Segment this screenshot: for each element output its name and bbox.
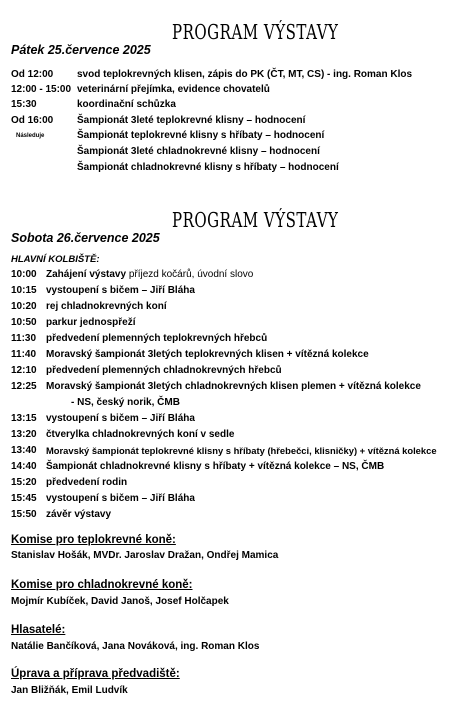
saturday-item-continuation: - NS, český norik, ČMB (71, 397, 180, 408)
saturday-item: Moravský šampionát 3letých chladnokrevných klisen plemen + vítězná kolekce (46, 381, 421, 392)
arena-prep-names: Jan Bližňák, Emil Ludvík (11, 685, 128, 696)
saturday-item-main: Zahájení výstavy (46, 269, 127, 280)
saturday-time: 15:45 (11, 493, 37, 504)
saturday-time: 10:50 (11, 317, 37, 328)
committee-coldblood-names: Mojmír Kubíček, David Janoš, Josef Holčapek (11, 596, 229, 607)
friday-item: Šampionát 3leté chladnokrevné klisny – hodnocení (77, 146, 320, 157)
friday-time: Od 16:00 (11, 115, 54, 126)
saturday-item: rej chladnokrevných koní (46, 301, 167, 312)
committee-coldblood-heading: Komise pro chladnokrevné koně: (11, 579, 193, 591)
saturday-time: 12:10 (11, 365, 37, 376)
friday-time: Od 12:00 (11, 69, 54, 80)
saturday-item: parkur jednospřeží (46, 317, 136, 328)
committee-warmblood-names: Stanislav Hošák, MVDr. Jaroslav Dražan, Ondřej Mamica (11, 550, 279, 561)
main-arena-heading: HLAVNÍ KOLBIŠTĚ: (11, 254, 100, 265)
arena-prep-heading: Úprava a příprava předvadiště: (11, 668, 180, 680)
saturday-time: 11:30 (11, 333, 37, 344)
friday-date-heading: Pátek 25.července 2025 (11, 43, 151, 57)
saturday-time: 10:15 (11, 285, 37, 296)
saturday-item: vystoupení s bičem – Jiří Bláha (46, 413, 195, 424)
saturday-item: Moravský šampionát teplokrevné klisny s hříbaty (hřebečci, klisničky) + vítězná kolekce (46, 445, 437, 456)
committee-warmblood-heading: Komise pro teplokrevné koně: (11, 534, 176, 546)
saturday-time: 10:00 (11, 269, 37, 280)
friday-item: svod teplokrevných klisen, zápis do PK (ČT, MT, CS) - ing. Roman Klos (77, 69, 413, 80)
friday-item: Šampionát chladnokrevné klisny s hříbaty – hodnocení (77, 162, 339, 173)
saturday-item: Šampionát chladnokrevné klisny s hříbaty + vítězná kolekce – NS, ČMB (46, 461, 385, 472)
saturday-item: vystoupení s bičem – Jiří Bláha (46, 493, 195, 504)
friday-time: 15:30 (11, 99, 37, 110)
announcers-heading: Hlasatelé: (11, 624, 66, 636)
friday-item: koordinační schůzka (77, 99, 176, 110)
saturday-item: předvedení plemenných teplokrevných hřebců (46, 333, 268, 344)
saturday-time: 13:20 (11, 429, 37, 440)
friday-item: veterinární přejímka, evidence chovatelů (77, 84, 270, 95)
saturday-time: 12:25 (11, 381, 37, 392)
friday-program-title: PROGRAM VÝSTAVY (172, 20, 339, 45)
saturday-item: čtverylka chladnokrevných koní v sedle (46, 429, 235, 440)
saturday-item: předvedení plemenných chladnokrevných hřebců (46, 365, 282, 376)
friday-item: Šampionát teplokrevné klisny s hříbaty – hodnocení (77, 130, 325, 141)
saturday-time: 10:20 (11, 301, 37, 312)
saturday-item: Moravský šampionát 3letých teplokrevných klisen + vítězná kolekce (46, 349, 369, 360)
friday-time-following: Následuje (16, 133, 45, 139)
saturday-time: 13:40 (11, 445, 37, 456)
saturday-time: 13:15 (11, 413, 37, 424)
saturday-date-heading: Sobota 26.července 2025 (11, 231, 160, 245)
friday-item: Šampionát 3leté teplokrevné klisny – hodnocení (77, 115, 306, 126)
saturday-time: 11:40 (11, 349, 37, 360)
saturday-item-extra: příjezd kočárů, úvodní slovo (126, 269, 254, 280)
friday-time: 12:00 - 15:00 (11, 84, 72, 95)
announcers-names: Natálie Bančíková, Jana Nováková, ing. Roman Klos (11, 641, 260, 652)
saturday-time: 14:40 (11, 461, 37, 472)
saturday-item: předvedení rodin (46, 477, 128, 488)
saturday-item (46, 269, 253, 280)
saturday-time: 15:20 (11, 477, 37, 488)
saturday-item: závěr výstavy (46, 509, 112, 520)
saturday-item: vystoupení s bičem – Jiří Bláha (46, 285, 195, 296)
saturday-time: 15:50 (11, 509, 37, 520)
saturday-program-title: PROGRAM VÝSTAVY (172, 208, 339, 233)
